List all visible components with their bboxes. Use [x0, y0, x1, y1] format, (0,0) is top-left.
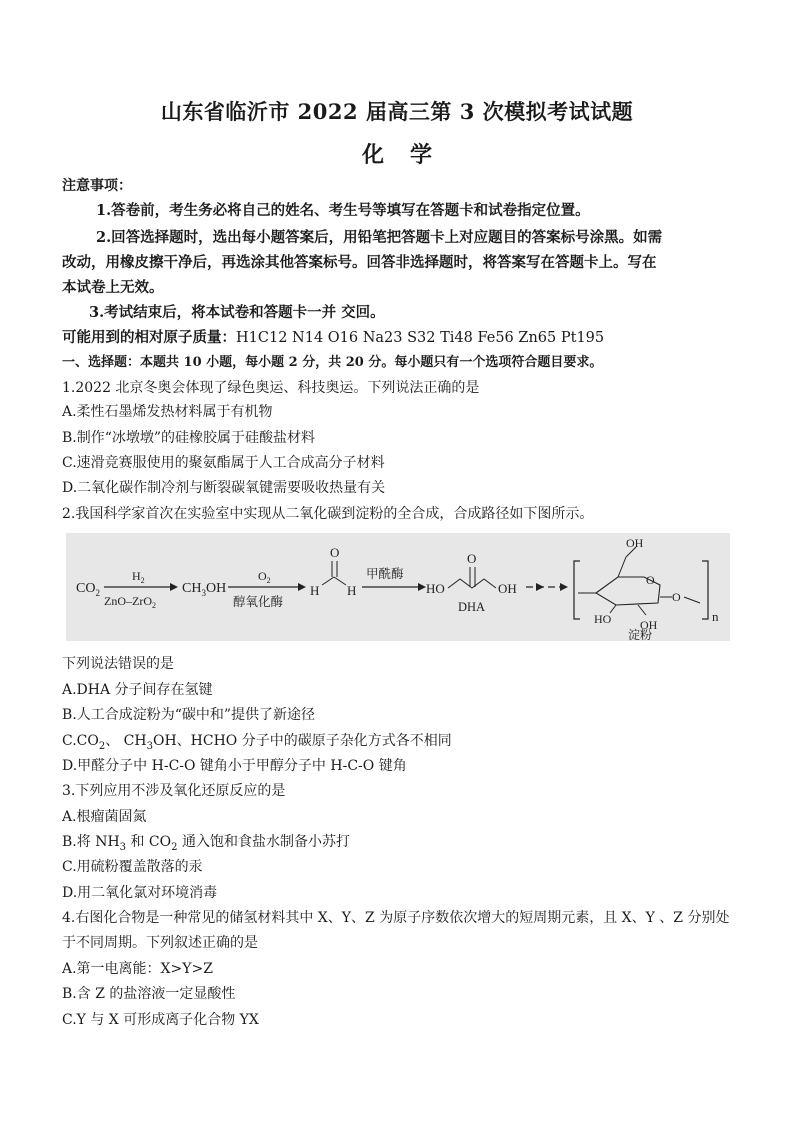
arrow-3-head: [418, 583, 426, 591]
formolase-label: 甲酰酶: [366, 566, 404, 581]
q3-option-b: B.将 $NH_3$ 和 $CO_2$ 通入饱和食盐水制备小苏打: [62, 834, 350, 853]
q4-stem-line-2: 于不同周期。下列叙述正确的是: [62, 935, 258, 951]
q1-option-d: D.二氧化碳作制冷剂与断裂碳氧键需要吸收热量有关: [62, 480, 386, 496]
svg-text:O: O: [672, 590, 681, 604]
q2-option-c: $C.CO_2$、 $CH_3OH$、HCHO 分子中的碳原子杂化方式各不相同: [62, 733, 452, 752]
notice-item-2-line-3: 本试卷上无效。: [62, 279, 164, 296]
arrow-1-head: [170, 583, 178, 591]
svg-text:O: O: [467, 551, 477, 566]
o2-reagent: $O_2$: [258, 569, 271, 585]
q1-stem: 1.2022 北京冬奥会体现了绿色奥运、科技奥运。下列说法正确的是: [62, 380, 480, 396]
q2-option-a: A.DHA 分子间存在氢键: [62, 682, 213, 698]
atomic-masses-label: 可能用到的相对原子质量：: [62, 329, 236, 346]
section-1-heading: 一、选择题：本题共 10 小题，每小题 2 分，共 20 分。每小题只有一个选项符合题目要求。: [62, 355, 603, 370]
svg-text:HO: HO: [426, 581, 445, 596]
q4-option-a: A.第一电离能：X>Y>Z: [62, 961, 213, 977]
svg-text:OH: OH: [498, 581, 517, 596]
subject-title: 化学: [361, 142, 458, 168]
dha-label: DHA: [458, 600, 486, 614]
svg-text:O: O: [646, 573, 655, 587]
notice-item-2-line-2: 改动，用橡皮擦干净后，再选涂其他答案标号。回答非选择题时，将答案写在答题卡上。写在: [62, 254, 657, 271]
notice-item-3: 3.考试结束后，将本试卷和答题卡一并 交回。: [89, 304, 385, 321]
q4-stem-line-1: 4.右图化合物是一种常见的储氢材料其中 X、Y、Z 为原子序数依次增大的短周期元素，且 X、Y 、Z 分别处: [62, 910, 730, 926]
q3-option-c: C.用硫粉覆盖散落的汞: [62, 859, 203, 875]
notice-item-2-line-1: 2.回答选择题时，选出每小题答案后，用铅笔把答题卡上对应题目的答案标号涂黑。如需: [96, 229, 663, 246]
starch-label: 淀粉: [628, 628, 653, 641]
notice-heading: 注意事项：: [62, 178, 132, 194]
q1-option-b: B.制作“冰墩墩”的硅橡胶属于硅酸盐材料: [62, 430, 316, 446]
svg-text:H: H: [347, 583, 357, 598]
q1-option-a: A.柔性石墨烯发热材料属于有机物: [62, 404, 273, 420]
q3-option-a: A.根瘤菌固氮: [62, 809, 147, 825]
starch-structure: [574, 536, 719, 641]
q3-option-d: D.用二氧化氯对环境消毒: [62, 885, 218, 901]
exam-title: 山东省临沂市 2022 届高三第 3 次模拟考试试题: [160, 99, 634, 124]
alcohol-oxidase-label: 醇氧化酶: [233, 594, 284, 609]
q2-stem: 2.我国科学家首次在实验室中实现从二氧化碳到淀粉的全合成，合成路径如下图所示。: [62, 506, 594, 522]
notice-item-1: 1.答卷前，考生务必将自己的姓名、考生号等填写在答题卡和试卷指定位置。: [96, 202, 590, 219]
znozro2-catalyst: ZnO–ZrO$_2$: [104, 594, 156, 610]
atomic-masses: [62, 328, 604, 348]
dha-structure: [426, 551, 517, 614]
svg-text:n: n: [712, 609, 719, 624]
h2-reagent: $H_2$: [132, 569, 145, 585]
q2-option-b: B.人工合成淀粉为“碳中和”提供了新途径: [62, 707, 316, 723]
svg-text:H: H: [310, 583, 320, 598]
q2-option-d: D.甲醛分子中 H-C-O 键角小于甲醇分子中 H-C-O 键角: [62, 758, 407, 774]
co2-formula: $CO_2$: [76, 581, 100, 598]
q2-prompt: 下列说法错误的是: [62, 656, 174, 672]
svg-text:HO: HO: [594, 612, 612, 626]
q1-option-c: C.速滑竞赛服使用的聚氨酯属于人工合成高分子材料: [62, 455, 385, 471]
atomic-masses-values: H1C12 N14 O16 Na23 S32 Ti48 Fe56 Zn65 Pt195: [236, 330, 605, 346]
svg-text:OH: OH: [640, 618, 658, 632]
svg-text:OH: OH: [626, 536, 644, 550]
q3-stem: 3.下列应用不涉及氧化还原反应的是: [62, 783, 286, 799]
formaldehyde-structure: [310, 545, 356, 598]
methanol-formula: $CH_3OH$: [182, 581, 227, 598]
q4-option-b: B.含 Z 的盐溶液一定显酸性: [62, 986, 236, 1002]
arrow-4-head-b: [560, 583, 568, 591]
arrow-4-head-a: [536, 583, 544, 591]
svg-text:O: O: [330, 545, 340, 560]
arrow-2-head: [298, 583, 306, 591]
q4-option-c: C.Y 与 X 可形成离子化合物 YX: [62, 1012, 259, 1028]
q2-synthesis-figure: [66, 533, 730, 641]
